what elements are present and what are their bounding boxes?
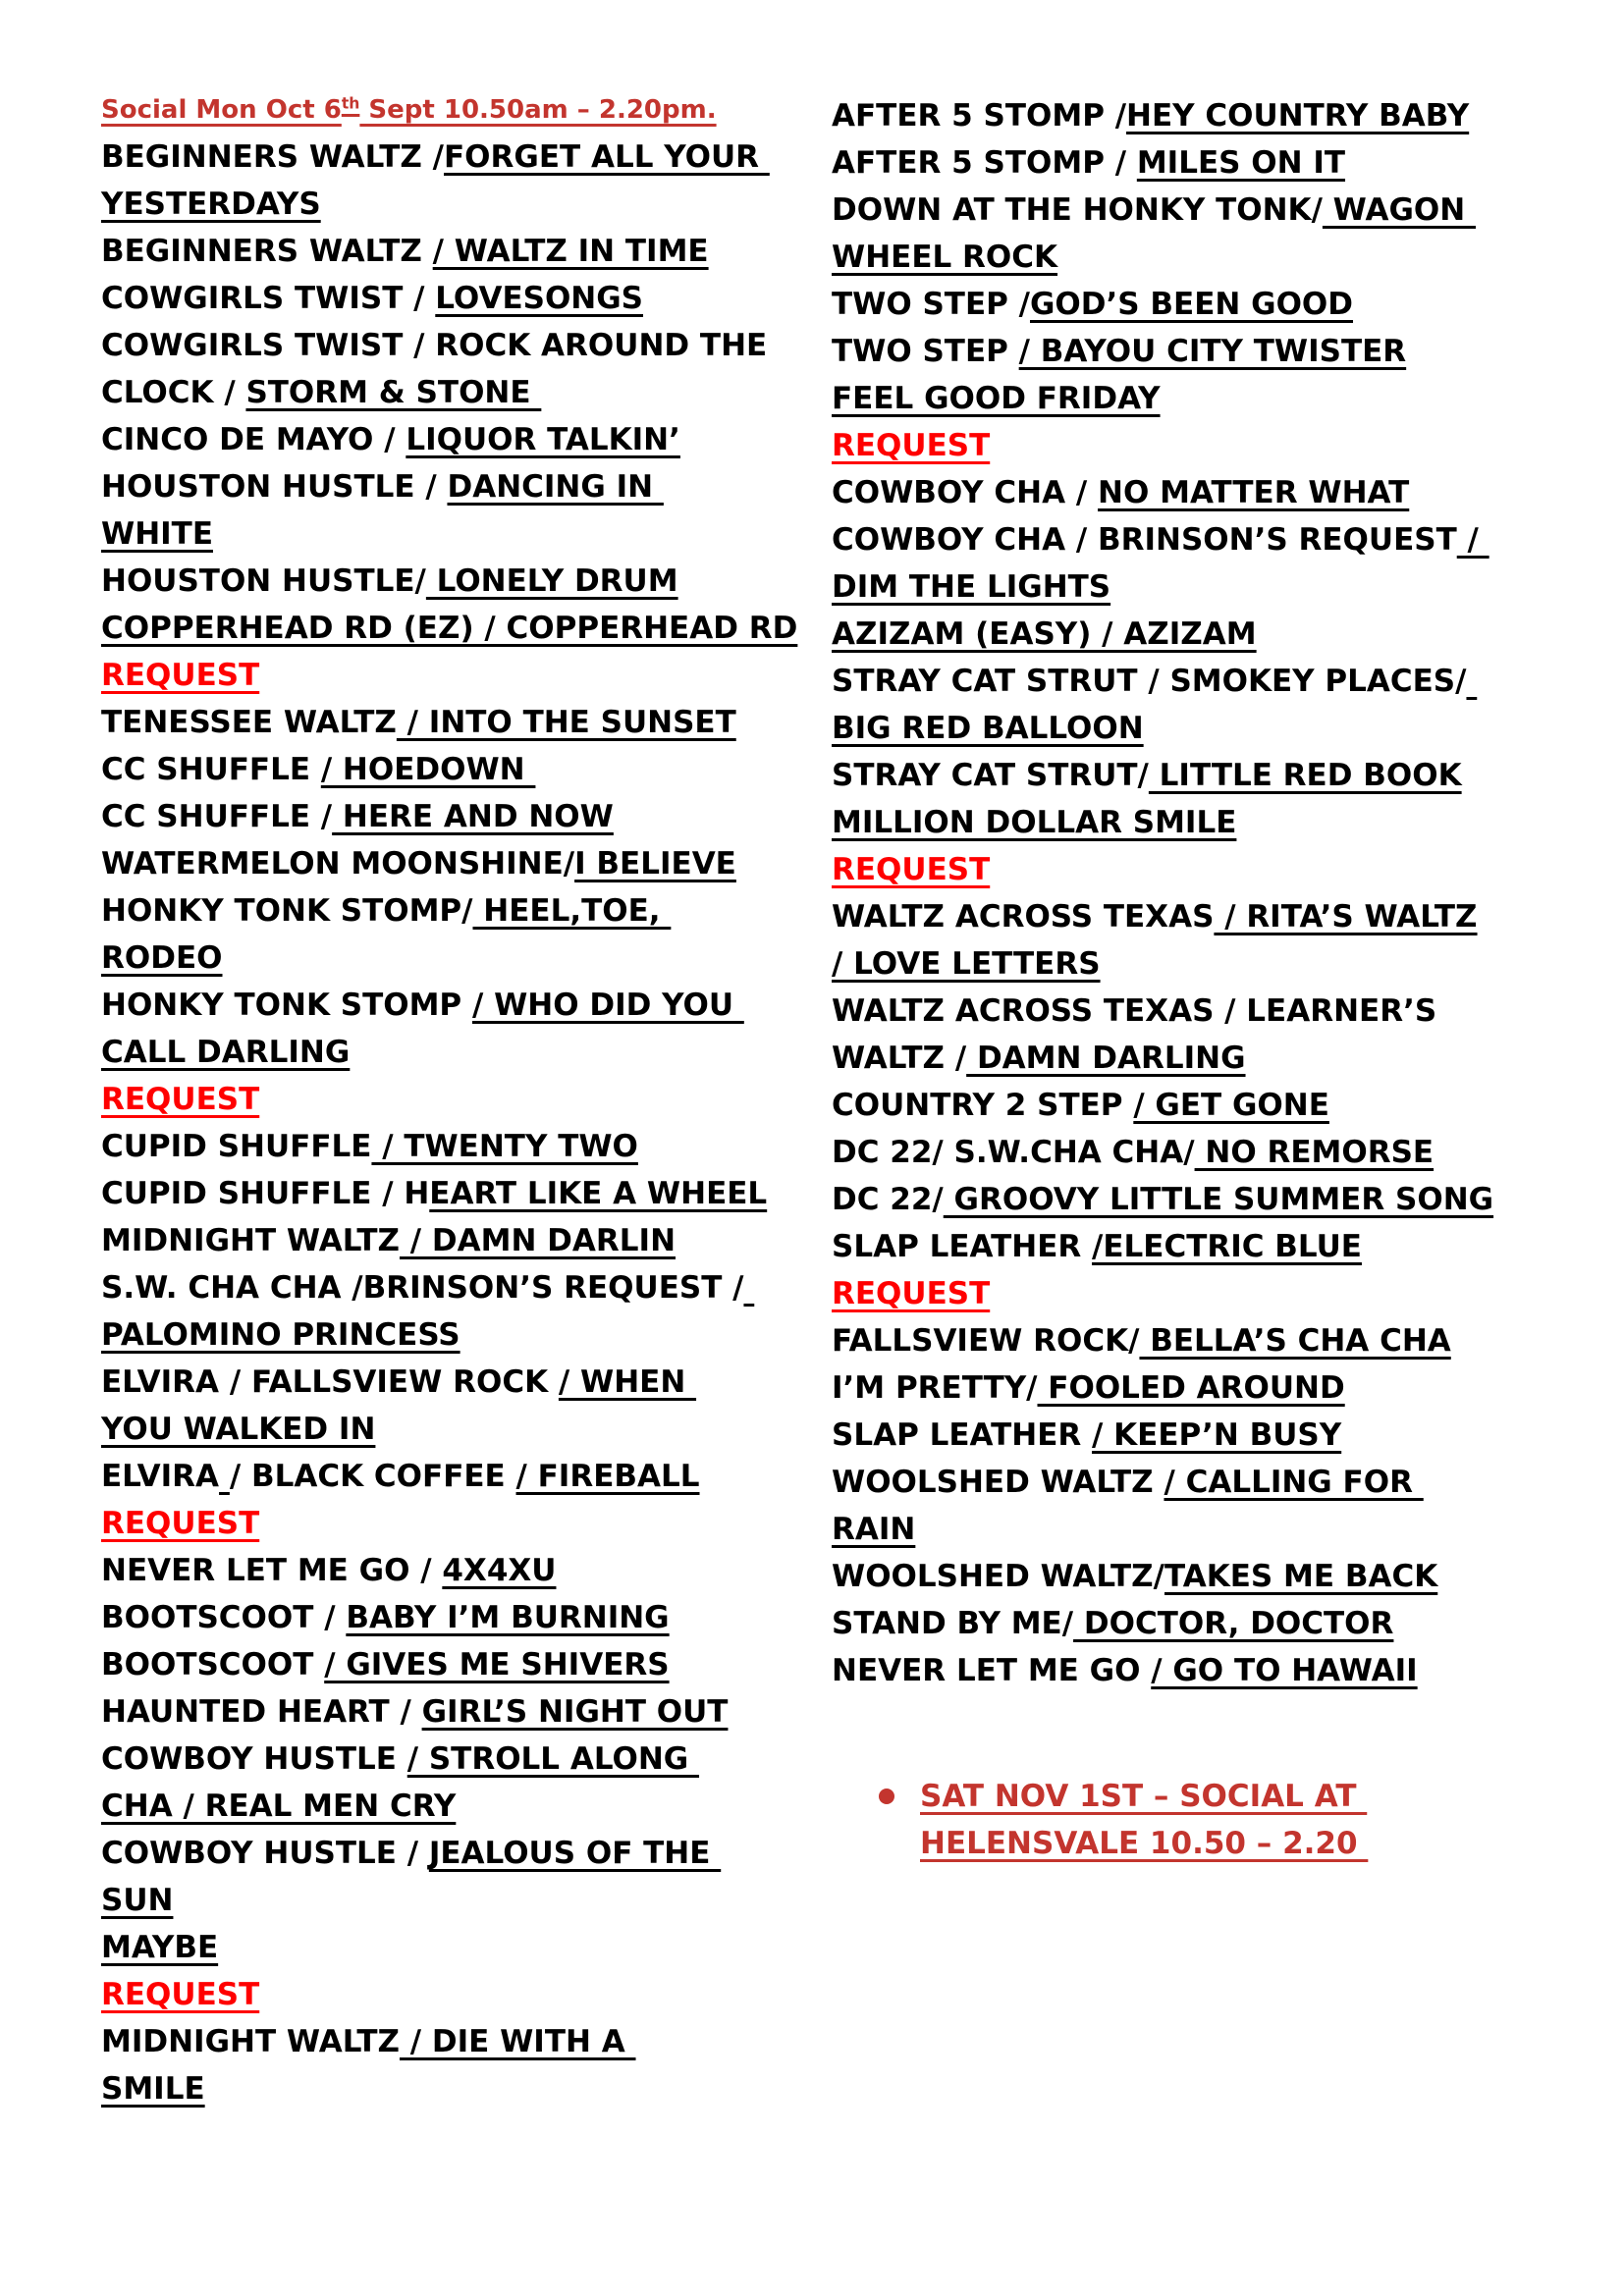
playlist-line (101, 1830, 849, 1877)
underlined-text: YESTERDAYS (101, 187, 321, 222)
playlist-line (832, 1553, 1623, 1600)
plain-text: MIDNIGHT WALTZ (101, 1223, 400, 1258)
underlined-text: GROOVY LITTLE SUMMER SONG (943, 1182, 1494, 1217)
underlined-text: BIG RED BALLOON (832, 711, 1144, 746)
underlined-text: FORGET ALL YOUR (444, 139, 770, 175)
playlist-line (832, 893, 1623, 940)
plain-text: DC 22/ S.W.CHA CHA/ (832, 1135, 1195, 1170)
request-label (101, 1971, 849, 2018)
playlist-line (832, 92, 1623, 139)
playlist-line (832, 375, 1623, 422)
underlined-text: / TWENTY TWO (371, 1129, 638, 1164)
plain-text: WALTZ ACROSS TEXAS / LEARNER’S (832, 993, 1437, 1029)
underlined-text: / GIVES ME SHIVERS (324, 1647, 670, 1682)
playlist-line (101, 982, 849, 1029)
underlined-text: / INTO THE SUNSET (396, 705, 736, 740)
playlist-line (832, 563, 1623, 611)
underlined-text: I BELIEVE (574, 846, 736, 881)
playlist-line (101, 793, 849, 840)
underlined-text: / CALLING FOR (1164, 1465, 1424, 1500)
plain-text: CLOCK / (101, 375, 246, 410)
underlined-text: TAKES ME BACK (1164, 1559, 1438, 1594)
playlist-line (832, 1223, 1623, 1270)
underlined-text: th (341, 94, 360, 113)
underlined-text: REQUEST (832, 852, 991, 887)
request-label (101, 1076, 849, 1123)
underlined-text: HELENSVALE 10.50 – 2.20 (920, 1826, 1369, 1861)
plain-text: WALTZ ACROSS TEXAS (832, 899, 1215, 934)
plain-text: COUNTRY 2 STEP (832, 1088, 1134, 1123)
playlist-line (832, 469, 1623, 516)
plain-text: TWO STEP / (832, 287, 1030, 322)
event-header (101, 86, 849, 133)
playlist-line (832, 1035, 1623, 1082)
playlist-line (101, 746, 849, 793)
underlined-text: JEALOUS OF THE (428, 1836, 722, 1871)
playlist-line (832, 1176, 1623, 1223)
underlined-text: LIQUOR TALKIN’ (406, 422, 680, 457)
underlined-text: / GET GONE (1133, 1088, 1329, 1123)
plain-text: AFTER 5 STOMP / (832, 98, 1127, 133)
plain-text: STRAY CAT STRUT / SMOKEY PLACES/ (832, 664, 1467, 699)
request-label (832, 1270, 1623, 1317)
underlined-text: COPPERHEAD RD (EZ) / COPPERHEAD RD (101, 611, 798, 646)
request-label (101, 1500, 849, 1547)
playlist-line (832, 1082, 1623, 1129)
playlist-line (832, 658, 1623, 705)
underlined-text: CHA / REAL MEN CRY (101, 1789, 457, 1824)
playlist-line (101, 1924, 849, 1971)
underlined-text: / WHEN (558, 1364, 697, 1400)
underlined-text: SUN (101, 1883, 174, 1918)
plain-text: TENESSEE WALTZ (101, 705, 397, 740)
underlined-text: DANCING IN (447, 469, 664, 505)
playlist-line (832, 281, 1623, 328)
playlist-line (832, 988, 1623, 1035)
playlist-line (101, 1735, 849, 1783)
underlined-text: HEY COUNTRY BABY (1126, 98, 1470, 133)
underlined-text: / HOEDOWN (320, 752, 536, 787)
spacer (832, 1694, 1623, 1773)
underlined-text: GOD’S BEEN GOOD (1029, 287, 1354, 322)
underlined-text: / BAYOU CITY TWISTER (1018, 334, 1407, 369)
playlist-line (101, 181, 849, 228)
underlined-text: FOOLED AROUND (1037, 1370, 1345, 1406)
underlined-text: / STROLL ALONG (406, 1741, 700, 1777)
underlined-text: NO REMORSE (1194, 1135, 1435, 1170)
playlist-line (832, 940, 1623, 988)
playlist-line (832, 328, 1623, 375)
bullet-item (832, 1773, 1623, 1867)
underlined-text (743, 1270, 754, 1306)
plain-text: TWO STEP (832, 334, 1019, 369)
playlist-line (101, 1264, 849, 1311)
playlist-line (832, 234, 1623, 281)
underlined-text: REQUEST (101, 1082, 260, 1117)
plain-text: HOUSTON HUSTLE/ (101, 563, 426, 599)
underlined-text: WHEEL ROCK (832, 240, 1058, 275)
playlist-line (101, 1217, 849, 1264)
underlined-text: /ELECTRIC BLUE (1092, 1229, 1362, 1264)
underlined-text: MILES ON IT (1136, 145, 1346, 181)
underlined-text: REQUEST (101, 1977, 260, 2012)
plain-text: HONKY TONK STOMP/ (101, 893, 473, 929)
plain-text: WOOLSHED WALTZ (832, 1465, 1164, 1500)
underlined-text: REQUEST (101, 658, 260, 693)
playlist-line (101, 1029, 849, 1076)
playlist-line (101, 699, 849, 746)
playlist-line (101, 1453, 849, 1500)
playlist-line (832, 1459, 1623, 1506)
plain-text: WOOLSHED WALTZ/ (832, 1559, 1164, 1594)
underlined-text: / GO TO HAWAII (1151, 1653, 1418, 1688)
playlist-line (101, 1877, 849, 1924)
plain-text: STRAY CAT STRUT/ (832, 758, 1149, 793)
plain-text: COWBOY HUSTLE (101, 1741, 407, 1777)
plain-text: COWBOY HUSTLE / (101, 1836, 429, 1871)
underlined-text: AZIZAM (EASY) / AZIZAM (832, 616, 1257, 652)
underlined-text: DIM THE LIGHTS (832, 569, 1111, 605)
underlined-text: / WALTZ IN TIME (432, 234, 709, 269)
underlined-text: GIRL’S NIGHT OUT (421, 1694, 729, 1730)
plain-text: WALTZ / (832, 1041, 967, 1076)
underlined-text: RODEO (101, 940, 223, 976)
playlist-line (101, 2065, 849, 2112)
plain-text: ELVIRA / FALLSVIEW ROCK (101, 1364, 559, 1400)
underlined-text: BELLA’S CHA CHA (1139, 1323, 1451, 1359)
playlist-line (101, 416, 849, 463)
playlist-line (101, 322, 849, 369)
plain-text: CC SHUFFLE (101, 752, 321, 787)
left-column (101, 86, 849, 2112)
plain-text: SLAP LEATHER (832, 1229, 1093, 1264)
announcement-line (920, 1820, 1368, 1867)
underlined-text: NO MATTER WHAT (1098, 475, 1410, 510)
plain-text: COWGIRLS TWIST / (101, 281, 436, 316)
plain-text: CC SHUFFLE / (101, 799, 333, 834)
plain-text: I’M PRETTY/ (832, 1370, 1038, 1406)
plain-text: / BLACK COFFEE (229, 1459, 516, 1494)
playlist-line (101, 605, 849, 652)
playlist-line (101, 1641, 849, 1688)
underlined-text: PALOMINO PRINCESS (101, 1317, 460, 1353)
playlist-line (832, 705, 1623, 752)
underlined-text: Sept 10.50am – 2.20pm. (359, 95, 717, 125)
underlined-text: REQUEST (101, 1506, 260, 1541)
playlist-line (101, 1359, 849, 1406)
plain-text: BOOTSCOOT (101, 1647, 325, 1682)
playlist-line (832, 799, 1623, 846)
announcement-line (920, 1773, 1368, 1820)
underlined-text: CALL DARLING (101, 1035, 351, 1070)
underlined-text: LOVESONGS (435, 281, 644, 316)
underlined-text (1466, 664, 1477, 699)
playlist-line (832, 1364, 1623, 1412)
plain-text: DC 22/ (832, 1182, 944, 1217)
plain-text: BEGINNERS WALTZ (101, 234, 433, 269)
plain-text: ELVIRA (101, 1459, 220, 1494)
plain-text: CUPID SHUFFLE (101, 1129, 372, 1164)
playlist-line (832, 1600, 1623, 1647)
plain-text: CUPID SHUFFLE / H (101, 1176, 430, 1211)
underlined-text: SAT NOV 1ST – SOCIAL AT (920, 1779, 1368, 1814)
plain-text: NEVER LET ME GO (832, 1653, 1152, 1688)
playlist-line (832, 187, 1623, 234)
playlist-line (101, 1311, 849, 1359)
request-label (832, 846, 1623, 893)
bullet-icon (879, 1789, 894, 1804)
plain-text: HOUSTON HUSTLE / (101, 469, 448, 505)
plain-text: BEGINNERS WALTZ / (101, 139, 444, 175)
underlined-text: DAMN DARLING (966, 1041, 1246, 1076)
plain-text: STAND BY ME/ (832, 1606, 1074, 1641)
underlined-text: / WHO DID YOU (471, 988, 744, 1023)
plain-text: COWBOY CHA / (832, 475, 1099, 510)
underlined-text: YOU WALKED IN (101, 1412, 376, 1447)
plain-text: AFTER 5 STOMP / (832, 145, 1137, 181)
playlist-line (832, 139, 1623, 187)
bullet-text (920, 1773, 1368, 1867)
underlined-text: BABY I’M BURNING (346, 1600, 670, 1635)
underlined-text: Social Mon Oct 6 (101, 95, 342, 125)
underlined-text (219, 1459, 230, 1494)
underlined-text: / KEEP’N BUSY (1092, 1417, 1342, 1453)
plain-text: MIDNIGHT WALTZ (101, 2024, 400, 2059)
playlist-line (832, 1129, 1623, 1176)
playlist-line (101, 275, 849, 322)
plain-text: CINCO DE MAYO / (101, 422, 406, 457)
underlined-text: REQUEST (832, 1276, 991, 1311)
plain-text: BOOTSCOOT / (101, 1600, 347, 1635)
underlined-text: SMILE (101, 2071, 205, 2107)
playlist-line (101, 1688, 849, 1735)
underlined-text: WAGON (1322, 192, 1477, 228)
underlined-text: DOCTOR, DOCTOR (1073, 1606, 1394, 1641)
underlined-text: REQUEST (832, 428, 991, 463)
underlined-text: / DIE WITH A (399, 2024, 636, 2059)
underlined-text: STORM & STONE (245, 375, 542, 410)
plain-text: COWGIRLS TWIST / ROCK AROUND THE (101, 328, 768, 363)
playlist-line (101, 463, 849, 510)
plain-text: DOWN AT THE HONKY TONK/ (832, 192, 1323, 228)
playlist-line (101, 2018, 849, 2065)
underlined-text: MAYBE (101, 1930, 219, 1965)
playlist-line (832, 1506, 1623, 1553)
plain-text: HAUNTED HEART / (101, 1694, 422, 1730)
playlist-line (101, 1594, 849, 1641)
underlined-text: MILLION DOLLAR SMILE (832, 805, 1237, 840)
underlined-text: HEEL,TOE, (472, 893, 672, 929)
right-column (832, 92, 1623, 1867)
plain-text: SLAP LEATHER (832, 1417, 1093, 1453)
plain-text: HONKY TONK STOMP (101, 988, 472, 1023)
playlist-line (101, 1123, 849, 1170)
playlist-line (832, 1317, 1623, 1364)
playlist-line (101, 887, 849, 934)
plain-text: S.W. CHA CHA /BRINSON’S REQUEST / (101, 1270, 744, 1306)
underlined-text: 4X4XU (442, 1553, 557, 1588)
plain-text: COWBOY CHA / BRINSON’S REQUEST (832, 522, 1457, 558)
playlist-line (832, 516, 1623, 563)
underlined-text: / RITA’S WALTZ (1214, 899, 1478, 934)
request-label (832, 422, 1623, 469)
playlist-line (101, 558, 849, 605)
playlist-line (832, 1412, 1623, 1459)
playlist-line (101, 1170, 849, 1217)
underlined-text: LITTLE RED BOOK (1148, 758, 1462, 793)
playlist-line (101, 934, 849, 982)
request-label (101, 652, 849, 699)
underlined-text: EART LIKE A WHEEL (429, 1176, 768, 1211)
playlist-line (101, 840, 849, 887)
plain-text: FALLSVIEW ROCK/ (832, 1323, 1140, 1359)
plain-text: NEVER LET ME GO / (101, 1553, 443, 1588)
underlined-text: / (1456, 522, 1489, 558)
playlist-line (832, 752, 1623, 799)
playlist-line (101, 133, 849, 181)
underlined-text: / FIREBALL (515, 1459, 700, 1494)
playlist-line (101, 510, 849, 558)
underlined-text: / LOVE LETTERS (832, 946, 1101, 982)
underlined-text: / DAMN DARLIN (399, 1223, 677, 1258)
underlined-text: LONELY DRUM (425, 563, 678, 599)
playlist-line (101, 1547, 849, 1594)
underlined-text: WHITE (101, 516, 213, 552)
playlist-line (101, 228, 849, 275)
underlined-text: HERE AND NOW (332, 799, 614, 834)
playlist-line (101, 1783, 849, 1830)
playlist-line (832, 1647, 1623, 1694)
playlist-line (101, 1406, 849, 1453)
playlist-line (832, 611, 1623, 658)
underlined-text: FEEL GOOD FRIDAY (832, 381, 1161, 416)
playlist-line (101, 369, 849, 416)
underlined-text: RAIN (832, 1512, 916, 1547)
plain-text: WATERMELON MOONSHINE/ (101, 846, 575, 881)
